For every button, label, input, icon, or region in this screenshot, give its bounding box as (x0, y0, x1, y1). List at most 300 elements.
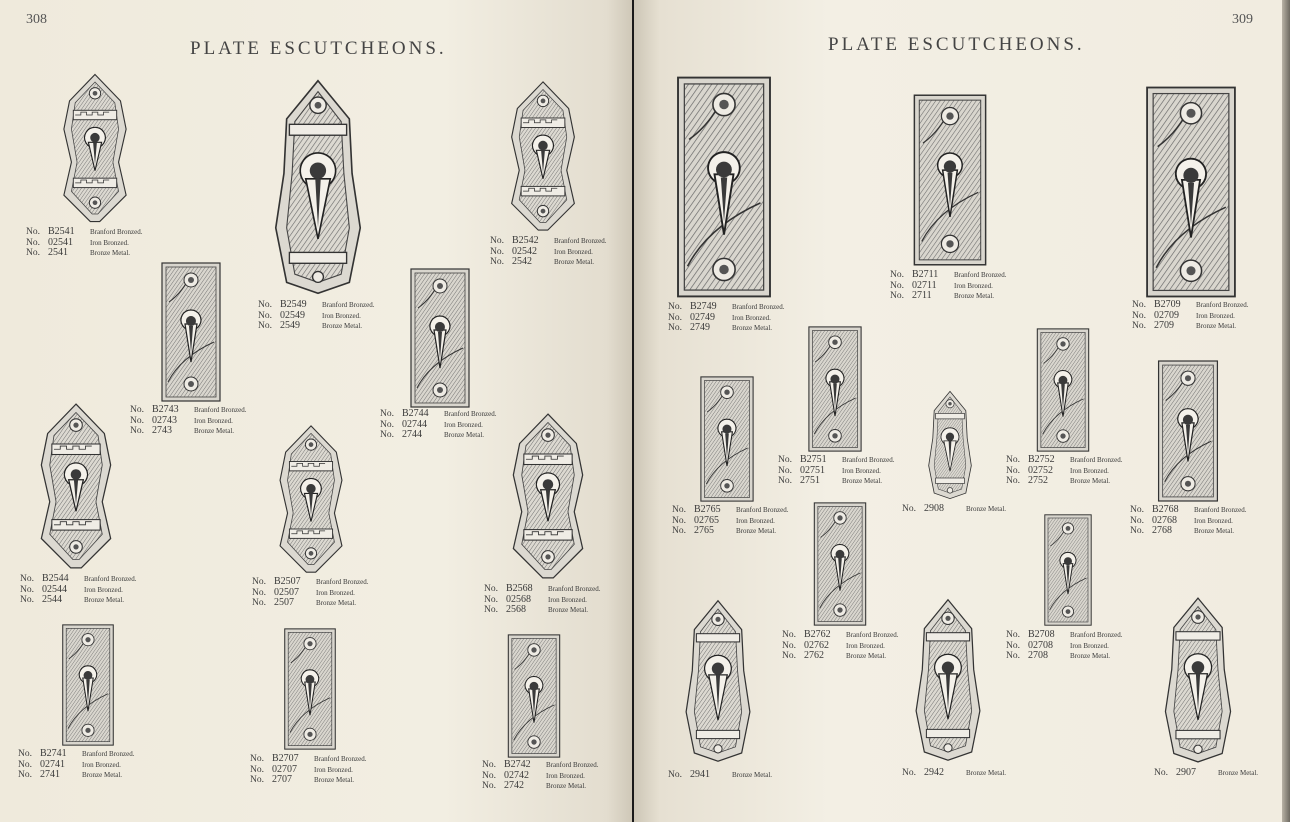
item-prefix: No. (130, 426, 144, 437)
item-finish: Bronze Metal. (1070, 477, 1111, 486)
item-prefix: No. (20, 595, 34, 606)
item-number: 02542 (512, 245, 537, 257)
item-finish: Branford Bronzed. (314, 755, 367, 763)
item-number: 02568 (506, 593, 531, 605)
caption-row (252, 598, 368, 609)
item-prefix: No. (1006, 476, 1020, 487)
item-prefix: No. (672, 526, 686, 537)
caption-row (130, 426, 246, 437)
item-prefix: No. (1132, 300, 1146, 310)
item-number: B2542 (512, 235, 539, 246)
caption-row (482, 760, 598, 771)
item-caption (20, 574, 136, 606)
page-number: 309 (1232, 12, 1253, 27)
item-finish: Bronze Metal. (736, 527, 777, 536)
item-finish: Iron Bronzed. (546, 771, 585, 780)
item-number: 2707 (272, 774, 292, 786)
item-number: B2568 (506, 583, 533, 594)
item-number: B2708 (1028, 629, 1055, 640)
item-prefix: No. (1006, 465, 1020, 476)
escutcheon-plate-icon (508, 80, 578, 232)
item-caption (1006, 630, 1122, 662)
item-caption (250, 754, 366, 786)
caption-row (1006, 630, 1122, 641)
item-number: 02708 (1028, 639, 1053, 651)
item-prefix: No. (20, 584, 34, 595)
caption-row (1132, 321, 1248, 332)
item-number: 2544 (42, 594, 62, 606)
item-prefix: No. (20, 574, 34, 584)
item-number: 02544 (42, 583, 67, 595)
item-finish: Iron Bronzed. (82, 760, 121, 769)
item-finish: Branford Bronzed. (194, 406, 247, 414)
escutcheon-plate-icon (276, 424, 346, 574)
caption-row (484, 605, 600, 616)
caption-row (250, 765, 366, 776)
escutcheon-plate-icon (508, 412, 588, 580)
item-finish: Iron Bronzed. (444, 420, 483, 429)
item-prefix: No. (490, 257, 504, 268)
item-prefix: No. (26, 248, 40, 259)
left-page (0, 0, 632, 822)
caption-row (26, 227, 142, 238)
item-number: 02744 (402, 418, 427, 430)
caption-row (890, 270, 1006, 281)
item-prefix: No. (1006, 640, 1020, 651)
item-number: 2942 (924, 767, 944, 778)
item-finish: Branford Bronzed. (84, 575, 137, 583)
caption-row (482, 781, 598, 792)
item-number: B2743 (152, 404, 179, 415)
caption-row (782, 651, 898, 662)
item-caption (1154, 768, 1258, 779)
escutcheon-plate-icon (36, 402, 116, 570)
caption-row (18, 749, 134, 760)
caption-row (1130, 526, 1246, 537)
item-prefix: No. (890, 280, 904, 291)
item-number: 2749 (690, 322, 710, 334)
escutcheon-plate-icon (62, 72, 128, 224)
item-number: 02752 (1028, 464, 1053, 476)
item-prefix: No. (484, 584, 498, 594)
ornate-escutcheon-icon (912, 596, 984, 764)
item-prefix: No. (130, 415, 144, 426)
item-prefix: No. (26, 227, 40, 237)
caption-row (1006, 641, 1122, 652)
caption-row (490, 257, 606, 268)
caption-row (782, 641, 898, 652)
item-prefix: No. (258, 310, 272, 321)
item-number: 02707 (272, 763, 297, 775)
item-prefix: No. (380, 419, 394, 430)
item-number: 02765 (694, 514, 719, 526)
item-finish: Branford Bronzed. (1070, 456, 1123, 464)
item-number: B2751 (800, 454, 827, 465)
item-prefix: No. (18, 770, 32, 781)
item-prefix: No. (250, 775, 264, 786)
item-finish: Iron Bronzed. (732, 313, 771, 322)
item-finish: Bronze Metal. (1196, 322, 1237, 331)
item-finish: Branford Bronzed. (1194, 506, 1247, 514)
item-prefix: No. (380, 430, 394, 441)
item-caption (672, 505, 788, 537)
escutcheon-plate-icon (1042, 514, 1094, 626)
item-prefix: No. (380, 409, 394, 419)
caption-row (1154, 768, 1258, 779)
item-number: B2752 (1028, 454, 1055, 465)
item-number: 2568 (506, 604, 526, 616)
item-prefix: No. (782, 630, 796, 640)
item-finish: Bronze Metal. (546, 782, 587, 791)
page-title: PLATE ESCUTCHEONS. (190, 38, 447, 59)
item-prefix: No. (258, 321, 272, 332)
caption-row (490, 247, 606, 258)
item-prefix: No. (1006, 651, 1020, 662)
item-prefix: No. (668, 323, 682, 334)
caption-row (668, 323, 784, 334)
escutcheon-plate-icon (1154, 360, 1222, 502)
caption-row (1006, 651, 1122, 662)
item-finish: Branford Bronzed. (322, 301, 375, 309)
item-number: 2762 (804, 650, 824, 662)
item-number: 2742 (504, 780, 524, 792)
item-prefix: No. (672, 505, 686, 515)
item-number: B2711 (912, 269, 939, 280)
item-finish: Iron Bronzed. (90, 238, 129, 247)
caption-row (484, 584, 600, 595)
item-finish: Iron Bronzed. (1194, 516, 1233, 525)
caption-row (902, 768, 1006, 779)
item-number: 2709 (1154, 320, 1174, 332)
caption-row (18, 760, 134, 771)
caption-row (778, 455, 894, 466)
item-caption (130, 405, 246, 437)
item-number: 02742 (504, 769, 529, 781)
item-number: 02507 (274, 586, 299, 598)
escutcheon-plate-icon (280, 628, 340, 750)
escutcheon-plate-icon (268, 78, 368, 296)
escutcheon-plate-icon (804, 326, 866, 452)
caption-row (778, 476, 894, 487)
escutcheon-plate-icon (908, 94, 992, 266)
caption-row (1132, 300, 1248, 311)
book-edge (1282, 0, 1290, 822)
escutcheon-plate-icon (504, 634, 564, 758)
item-finish: Iron Bronzed. (954, 281, 993, 290)
item-number: B2768 (1152, 504, 1179, 515)
item-prefix: No. (482, 760, 496, 770)
item-finish: Branford Bronzed. (846, 631, 899, 639)
item-number: 2743 (152, 425, 172, 437)
item-prefix: No. (250, 764, 264, 775)
item-caption (380, 409, 496, 441)
item-number: B2744 (402, 408, 429, 419)
caption-row (20, 595, 136, 606)
item-finish: Iron Bronzed. (548, 595, 587, 604)
escutcheon-plate-icon (406, 268, 474, 408)
item-prefix: No. (18, 749, 32, 759)
caption-row (380, 420, 496, 431)
item-number: 2744 (402, 429, 422, 441)
caption-row (778, 466, 894, 477)
item-caption (902, 504, 1006, 515)
item-finish: Bronze Metal. (322, 322, 363, 331)
item-prefix: No. (1130, 505, 1144, 515)
item-prefix: No. (782, 651, 796, 662)
item-prefix: No. (130, 405, 144, 415)
item-number: 2941 (690, 769, 710, 780)
item-number: 2708 (1028, 650, 1048, 662)
ornate-escutcheon-icon (682, 598, 754, 764)
item-finish: Bronze Metal. (732, 771, 773, 779)
escutcheon-plate-icon (674, 76, 774, 298)
item-finish: Branford Bronzed. (82, 750, 135, 758)
item-caption (26, 227, 142, 259)
escutcheon-plate-icon (810, 502, 870, 626)
item-finish: Bronze Metal. (316, 599, 357, 608)
item-prefix: No. (782, 640, 796, 651)
item-number: 02541 (48, 236, 73, 248)
item-prefix: No. (484, 594, 498, 605)
item-finish: Iron Bronzed. (322, 311, 361, 320)
item-number: B2709 (1154, 299, 1181, 310)
item-caption (778, 455, 894, 487)
item-number: 2907 (1176, 767, 1196, 778)
item-caption (1132, 300, 1248, 332)
item-number: B2541 (48, 226, 75, 237)
item-prefix: No. (250, 754, 264, 764)
item-prefix: No. (482, 770, 496, 781)
item-number: 2549 (280, 320, 300, 332)
item-finish: Branford Bronzed. (736, 506, 789, 514)
right-page (634, 0, 1282, 822)
caption-row (258, 300, 374, 311)
item-number: 02741 (40, 758, 65, 770)
item-caption (1130, 505, 1246, 537)
item-number: 2768 (1152, 525, 1172, 537)
item-finish: Iron Bronzed. (316, 588, 355, 597)
caption-row (20, 574, 136, 585)
escutcheon-plate-icon (158, 262, 224, 402)
item-prefix: No. (26, 237, 40, 248)
item-number: 02768 (1152, 514, 1177, 526)
item-finish: Bronze Metal. (554, 258, 595, 267)
item-finish: Bronze Metal. (90, 249, 131, 258)
item-prefix: No. (902, 504, 916, 514)
item-number: B2749 (690, 301, 717, 312)
caption-row (668, 302, 784, 313)
item-number: B2742 (504, 759, 531, 770)
item-caption (668, 770, 772, 781)
item-prefix: No. (482, 781, 496, 792)
caption-row (668, 313, 784, 324)
caption-row (1006, 466, 1122, 477)
item-prefix: No. (490, 236, 504, 246)
item-finish: Bronze Metal. (1070, 652, 1111, 661)
item-prefix: No. (1154, 768, 1168, 778)
item-finish: Bronze Metal. (444, 431, 485, 440)
item-finish: Bronze Metal. (966, 769, 1007, 777)
page-number: 308 (26, 12, 47, 27)
item-finish: Branford Bronzed. (548, 585, 601, 593)
item-prefix: No. (778, 455, 792, 465)
caption-row (672, 516, 788, 527)
item-finish: Bronze Metal. (966, 505, 1007, 513)
item-finish: Branford Bronzed. (546, 761, 599, 769)
item-finish: Branford Bronzed. (1196, 301, 1249, 309)
caption-row (890, 291, 1006, 302)
item-caption (484, 584, 600, 616)
item-prefix: No. (890, 270, 904, 280)
caption-row (380, 409, 496, 420)
item-finish: Branford Bronzed. (90, 228, 143, 236)
item-caption (782, 630, 898, 662)
item-finish: Iron Bronzed. (84, 585, 123, 594)
item-prefix: No. (1130, 526, 1144, 537)
escutcheon-plate-icon (1032, 328, 1094, 452)
item-number: 2741 (40, 769, 60, 781)
item-prefix: No. (1132, 310, 1146, 321)
item-finish: Iron Bronzed. (1070, 466, 1109, 475)
caption-row (380, 430, 496, 441)
item-finish: Bronze Metal. (548, 606, 589, 615)
caption-row (26, 248, 142, 259)
ornate-escutcheon-icon (924, 390, 976, 500)
item-number: 2908 (924, 503, 944, 514)
escutcheon-plate-icon (696, 376, 758, 502)
caption-row (902, 504, 1006, 515)
caption-row (672, 526, 788, 537)
item-prefix: No. (902, 768, 916, 778)
caption-row (668, 770, 772, 781)
item-finish: Iron Bronzed. (736, 516, 775, 525)
item-finish: Bronze Metal. (846, 652, 887, 661)
escutcheon-plate-icon (58, 624, 118, 746)
item-finish: Branford Bronzed. (954, 271, 1007, 279)
item-number: 2765 (694, 525, 714, 537)
caption-row (482, 771, 598, 782)
caption-row (1006, 476, 1122, 487)
item-number: 02743 (152, 414, 177, 426)
item-number: B2707 (272, 753, 299, 764)
item-number: 02751 (800, 464, 825, 476)
item-finish: Iron Bronzed. (846, 641, 885, 650)
item-number: 2542 (512, 256, 532, 268)
item-caption (490, 236, 606, 268)
item-finish: Branford Bronzed. (732, 303, 785, 311)
caption-row (130, 405, 246, 416)
caption-row (1130, 516, 1246, 527)
caption-row (130, 416, 246, 427)
item-number: 02711 (912, 279, 937, 291)
item-number: B2549 (280, 299, 307, 310)
item-finish: Branford Bronzed. (554, 237, 607, 245)
caption-row (890, 281, 1006, 292)
caption-row (252, 588, 368, 599)
caption-row (20, 585, 136, 596)
caption-row (250, 754, 366, 765)
item-number: 02749 (690, 311, 715, 323)
item-prefix: No. (1130, 515, 1144, 526)
item-caption (1006, 455, 1122, 487)
caption-row (258, 311, 374, 322)
caption-row (258, 321, 374, 332)
item-finish: Bronze Metal. (1194, 527, 1235, 536)
item-prefix: No. (890, 291, 904, 302)
item-finish: Bronze Metal. (194, 427, 235, 436)
caption-row (672, 505, 788, 516)
item-number: 02762 (804, 639, 829, 651)
item-caption (18, 749, 134, 781)
caption-row (1130, 505, 1246, 516)
item-finish: Iron Bronzed. (194, 416, 233, 425)
item-prefix: No. (778, 476, 792, 487)
item-number: B2762 (804, 629, 831, 640)
item-finish: Bronze Metal. (84, 596, 125, 605)
item-prefix: No. (778, 465, 792, 476)
item-number: 2507 (274, 597, 294, 609)
item-finish: Bronze Metal. (842, 477, 883, 486)
item-finish: Branford Bronzed. (842, 456, 895, 464)
caption-row (252, 577, 368, 588)
item-caption (482, 760, 598, 792)
item-number: 2541 (48, 247, 68, 259)
item-prefix: No. (672, 515, 686, 526)
item-number: B2544 (42, 573, 69, 584)
item-finish: Bronze Metal. (1218, 769, 1259, 777)
item-finish: Iron Bronzed. (314, 765, 353, 774)
item-number: 02549 (280, 309, 305, 321)
item-finish: Branford Bronzed. (444, 410, 497, 418)
item-finish: Iron Bronzed. (1070, 641, 1109, 650)
caption-row (18, 770, 134, 781)
item-prefix: No. (668, 770, 682, 780)
item-finish: Branford Bronzed. (316, 578, 369, 586)
item-finish: Bronze Metal. (314, 776, 355, 785)
item-prefix: No. (668, 312, 682, 323)
item-number: 2751 (800, 475, 820, 487)
item-prefix: No. (1132, 321, 1146, 332)
item-number: 2752 (1028, 475, 1048, 487)
item-finish: Bronze Metal. (82, 771, 123, 780)
ornate-escutcheon-icon (1160, 596, 1236, 764)
caption-row (1132, 311, 1248, 322)
item-caption (668, 302, 784, 334)
caption-row (250, 775, 366, 786)
caption-row (484, 595, 600, 606)
escutcheon-plate-icon (1142, 86, 1240, 298)
item-number: B2741 (40, 748, 67, 759)
page-title: PLATE ESCUTCHEONS. (828, 34, 1085, 55)
caption-row (490, 236, 606, 247)
item-number: 02709 (1154, 309, 1179, 321)
item-finish: Branford Bronzed. (1070, 631, 1123, 639)
caption-row (26, 238, 142, 249)
item-finish: Iron Bronzed. (554, 247, 593, 256)
item-finish: Bronze Metal. (732, 324, 773, 333)
item-number: 2711 (912, 290, 932, 302)
item-prefix: No. (252, 587, 266, 598)
caption-row (782, 630, 898, 641)
item-prefix: No. (252, 577, 266, 587)
item-prefix: No. (258, 300, 272, 310)
item-finish: Bronze Metal. (954, 292, 995, 301)
caption-row (1006, 455, 1122, 466)
item-number: B2765 (694, 504, 721, 515)
item-prefix: No. (490, 246, 504, 257)
item-number: B2507 (274, 576, 301, 587)
item-caption (890, 270, 1006, 302)
